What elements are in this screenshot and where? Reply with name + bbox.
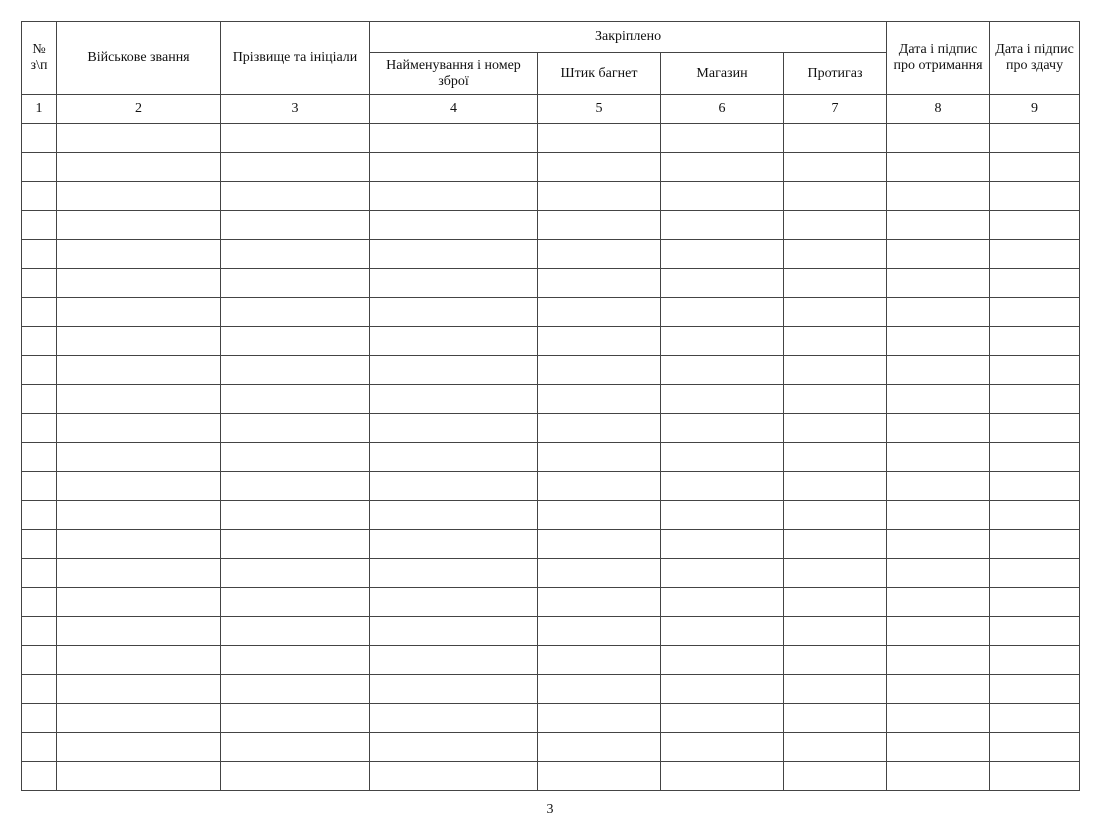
table-cell[interactable] [221, 414, 370, 443]
column-number: 3 [221, 95, 370, 124]
table-cell[interactable] [990, 704, 1080, 733]
table-cell[interactable] [661, 501, 784, 530]
table-row [22, 211, 1080, 240]
table-cell[interactable] [22, 646, 57, 675]
header-row-top [22, 22, 1080, 53]
table-cell[interactable] [221, 240, 370, 269]
header-gasmask: Протигаз [784, 53, 887, 95]
table-cell[interactable] [57, 588, 221, 617]
table-cell[interactable] [661, 124, 784, 153]
table-row [22, 617, 1080, 646]
table-cell[interactable] [784, 124, 887, 153]
column-number: 6 [661, 95, 784, 124]
table-row [22, 385, 1080, 414]
table-cell[interactable] [990, 269, 1080, 298]
table-cell[interactable] [661, 182, 784, 211]
table-cell[interactable] [661, 646, 784, 675]
table-cell[interactable] [22, 733, 57, 762]
table-cell[interactable] [784, 559, 887, 588]
table-cell[interactable] [22, 501, 57, 530]
table-cell[interactable] [990, 675, 1080, 704]
table-cell[interactable] [887, 385, 990, 414]
table-cell[interactable] [370, 530, 538, 559]
table-cell[interactable] [57, 182, 221, 211]
table-row [22, 269, 1080, 298]
table-cell[interactable] [661, 269, 784, 298]
table-cell[interactable] [221, 356, 370, 385]
table-cell[interactable] [538, 733, 661, 762]
table-cell[interactable] [538, 530, 661, 559]
table-cell[interactable] [990, 385, 1080, 414]
table-cell[interactable] [221, 124, 370, 153]
table-cell[interactable] [784, 646, 887, 675]
table-cell[interactable] [538, 153, 661, 182]
table-cell[interactable] [22, 211, 57, 240]
table-cell[interactable] [22, 153, 57, 182]
table-cell[interactable] [661, 472, 784, 501]
table-cell[interactable] [784, 733, 887, 762]
table-cell[interactable] [370, 588, 538, 617]
table-cell[interactable] [221, 327, 370, 356]
table-cell[interactable] [538, 762, 661, 791]
table-cell[interactable] [370, 472, 538, 501]
table-cell[interactable] [784, 530, 887, 559]
table-cell[interactable] [538, 356, 661, 385]
table-cell[interactable] [661, 530, 784, 559]
table-cell[interactable] [887, 675, 990, 704]
table-cell[interactable] [990, 298, 1080, 327]
table-cell[interactable] [661, 298, 784, 327]
column-number: 7 [784, 95, 887, 124]
table-cell[interactable] [538, 385, 661, 414]
table-cell[interactable] [57, 472, 221, 501]
table-cell[interactable] [784, 182, 887, 211]
table-cell[interactable] [990, 762, 1080, 791]
table-cell[interactable] [57, 646, 221, 675]
header-index: № з\п [22, 22, 57, 95]
table-cell[interactable] [784, 501, 887, 530]
table-cell[interactable] [22, 414, 57, 443]
table-cell[interactable] [22, 182, 57, 211]
table-cell[interactable] [370, 675, 538, 704]
table-cell[interactable] [22, 240, 57, 269]
table-cell[interactable] [661, 559, 784, 588]
table-cell[interactable] [538, 646, 661, 675]
header-magazine: Магазин [661, 53, 784, 95]
table-cell[interactable] [57, 153, 221, 182]
table-cell[interactable] [57, 704, 221, 733]
table-cell[interactable] [221, 733, 370, 762]
table-cell[interactable] [370, 762, 538, 791]
table-cell[interactable] [887, 269, 990, 298]
table-cell[interactable] [57, 240, 221, 269]
table-cell[interactable] [784, 472, 887, 501]
table-cell[interactable] [370, 182, 538, 211]
table-cell[interactable] [661, 211, 784, 240]
table-cell[interactable] [221, 675, 370, 704]
table-cell[interactable] [887, 704, 990, 733]
table-cell[interactable] [57, 269, 221, 298]
table-cell[interactable] [57, 617, 221, 646]
table-cell[interactable] [990, 588, 1080, 617]
table-cell[interactable] [887, 762, 990, 791]
table-cell[interactable] [370, 124, 538, 153]
table-cell[interactable] [784, 327, 887, 356]
table-cell[interactable] [538, 240, 661, 269]
table-cell[interactable] [22, 762, 57, 791]
table-row [22, 327, 1080, 356]
table-cell[interactable] [661, 617, 784, 646]
table-cell[interactable] [990, 559, 1080, 588]
column-number: 1 [22, 95, 57, 124]
table-cell[interactable] [22, 356, 57, 385]
table-row [22, 704, 1080, 733]
table-cell[interactable] [370, 733, 538, 762]
table-cell[interactable] [57, 733, 221, 762]
table-cell[interactable] [538, 182, 661, 211]
table-cell[interactable] [887, 501, 990, 530]
table-cell[interactable] [661, 675, 784, 704]
table-cell[interactable] [784, 356, 887, 385]
table-cell[interactable] [57, 443, 221, 472]
table-cell[interactable] [57, 762, 221, 791]
column-number: 5 [538, 95, 661, 124]
table-cell[interactable] [538, 559, 661, 588]
column-number: 2 [57, 95, 221, 124]
table-cell[interactable] [784, 617, 887, 646]
table-cell[interactable] [22, 443, 57, 472]
table-cell[interactable] [990, 356, 1080, 385]
table-cell[interactable] [22, 298, 57, 327]
table-cell[interactable] [22, 327, 57, 356]
table-cell[interactable] [661, 414, 784, 443]
table-row [22, 588, 1080, 617]
table-cell[interactable] [370, 298, 538, 327]
table-cell[interactable] [661, 327, 784, 356]
table-row [22, 530, 1080, 559]
table-cell[interactable] [661, 762, 784, 791]
table-cell[interactable] [538, 588, 661, 617]
table-cell[interactable] [784, 675, 887, 704]
table-cell[interactable] [22, 124, 57, 153]
table-cell[interactable] [661, 240, 784, 269]
table-row [22, 124, 1080, 153]
header-rank: Військове звання [57, 22, 221, 95]
table-cell[interactable] [990, 443, 1080, 472]
header-assigned: Закріплено [370, 22, 887, 53]
table-cell[interactable] [784, 443, 887, 472]
table-cell[interactable] [784, 414, 887, 443]
table-cell[interactable] [784, 385, 887, 414]
table-cell[interactable] [221, 588, 370, 617]
table-cell[interactable] [370, 646, 538, 675]
table-cell[interactable] [538, 617, 661, 646]
table-cell[interactable] [221, 472, 370, 501]
table-cell[interactable] [370, 327, 538, 356]
table-cell[interactable] [661, 356, 784, 385]
table-cell[interactable] [370, 269, 538, 298]
table-cell[interactable] [990, 646, 1080, 675]
table-cell[interactable] [784, 211, 887, 240]
table-cell[interactable] [370, 211, 538, 240]
table-cell[interactable] [22, 617, 57, 646]
column-number-row [22, 95, 1080, 124]
table-cell[interactable] [538, 298, 661, 327]
table-cell[interactable] [57, 385, 221, 414]
table-row [22, 240, 1080, 269]
table-cell[interactable] [221, 559, 370, 588]
table-cell[interactable] [221, 646, 370, 675]
table-row [22, 182, 1080, 211]
table-cell[interactable] [221, 617, 370, 646]
table-row [22, 733, 1080, 762]
table-cell[interactable] [887, 153, 990, 182]
table-cell[interactable] [22, 559, 57, 588]
table-cell[interactable] [57, 124, 221, 153]
table-cell[interactable] [990, 327, 1080, 356]
table-cell[interactable] [221, 530, 370, 559]
table-row [22, 298, 1080, 327]
table-cell[interactable] [990, 211, 1080, 240]
table-cell[interactable] [538, 211, 661, 240]
table-cell[interactable] [57, 414, 221, 443]
table-row [22, 675, 1080, 704]
table-cell[interactable] [221, 385, 370, 414]
table-row [22, 472, 1080, 501]
table-cell[interactable] [57, 356, 221, 385]
table-cell[interactable] [887, 356, 990, 385]
column-number: 4 [370, 95, 538, 124]
header-received: Дата і підпис про отримання [887, 22, 990, 95]
header-name: Прізвище та ініціали [221, 22, 370, 95]
table-row [22, 762, 1080, 791]
table-cell[interactable] [990, 472, 1080, 501]
table-cell[interactable] [57, 298, 221, 327]
table-cell[interactable] [538, 472, 661, 501]
table-cell[interactable] [57, 501, 221, 530]
column-number: 9 [990, 95, 1080, 124]
table-row [22, 443, 1080, 472]
table-row [22, 559, 1080, 588]
table-cell[interactable] [221, 704, 370, 733]
table-cell[interactable] [887, 617, 990, 646]
table-cell[interactable] [221, 443, 370, 472]
table-cell[interactable] [784, 269, 887, 298]
table-cell[interactable] [22, 530, 57, 559]
table-cell[interactable] [370, 704, 538, 733]
weapon-assignment-table [21, 21, 1080, 791]
column-number: 8 [887, 95, 990, 124]
table-cell[interactable] [221, 762, 370, 791]
table-cell[interactable] [57, 327, 221, 356]
table-cell[interactable] [661, 588, 784, 617]
table-cell[interactable] [22, 472, 57, 501]
table-cell[interactable] [370, 240, 538, 269]
table-cell[interactable] [887, 559, 990, 588]
table-cell[interactable] [370, 356, 538, 385]
table-cell[interactable] [57, 559, 221, 588]
table-cell[interactable] [221, 269, 370, 298]
table-cell[interactable] [661, 443, 784, 472]
table-cell[interactable] [784, 588, 887, 617]
table-cell[interactable] [538, 414, 661, 443]
table-cell[interactable] [370, 501, 538, 530]
table-cell[interactable] [990, 501, 1080, 530]
table-cell[interactable] [22, 385, 57, 414]
table-cell[interactable] [990, 530, 1080, 559]
table-cell[interactable] [887, 211, 990, 240]
table-cell[interactable] [221, 153, 370, 182]
table-cell[interactable] [990, 240, 1080, 269]
table-cell[interactable] [784, 704, 887, 733]
table-cell[interactable] [990, 153, 1080, 182]
table-cell[interactable] [661, 153, 784, 182]
header-returned: Дата і підпис про здачу [990, 22, 1080, 95]
header-bayonet: Штик багнет [538, 53, 661, 95]
table-cell[interactable] [538, 124, 661, 153]
table-cell[interactable] [22, 588, 57, 617]
table-cell[interactable] [661, 733, 784, 762]
table-cell[interactable] [887, 327, 990, 356]
table-cell[interactable] [538, 675, 661, 704]
table-row [22, 501, 1080, 530]
table-cell[interactable] [887, 733, 990, 762]
table-cell[interactable] [887, 182, 990, 211]
page-number: 3 [546, 802, 554, 817]
table-cell[interactable] [990, 182, 1080, 211]
table-cell[interactable] [538, 704, 661, 733]
table-cell[interactable] [661, 704, 784, 733]
table-cell[interactable] [370, 617, 538, 646]
table-cell[interactable] [221, 501, 370, 530]
table-cell[interactable] [887, 472, 990, 501]
table-cell[interactable] [784, 240, 887, 269]
table-cell[interactable] [221, 182, 370, 211]
table-cell[interactable] [22, 675, 57, 704]
table-cell[interactable] [370, 443, 538, 472]
table-cell[interactable] [990, 124, 1080, 153]
table-cell[interactable] [221, 211, 370, 240]
table-row [22, 414, 1080, 443]
table-row [22, 153, 1080, 182]
table-row [22, 356, 1080, 385]
table-cell[interactable] [57, 675, 221, 704]
table-cell[interactable] [370, 414, 538, 443]
table-cell[interactable] [990, 733, 1080, 762]
table-cell[interactable] [887, 588, 990, 617]
table-row [22, 646, 1080, 675]
table-cell[interactable] [57, 530, 221, 559]
table-cell[interactable] [784, 762, 887, 791]
table-cell[interactable] [370, 153, 538, 182]
table-cell[interactable] [990, 414, 1080, 443]
table-cell[interactable] [538, 269, 661, 298]
table-cell[interactable] [370, 385, 538, 414]
table-cell[interactable] [887, 646, 990, 675]
table-cell[interactable] [784, 153, 887, 182]
table-cell[interactable] [661, 385, 784, 414]
table-cell[interactable] [887, 298, 990, 327]
table-cell[interactable] [887, 443, 990, 472]
table-cell[interactable] [221, 298, 370, 327]
table-cell[interactable] [538, 443, 661, 472]
table-cell[interactable] [538, 327, 661, 356]
table-cell[interactable] [887, 530, 990, 559]
table-cell[interactable] [887, 414, 990, 443]
table-cell[interactable] [538, 501, 661, 530]
table-cell[interactable] [57, 211, 221, 240]
table-cell[interactable] [784, 298, 887, 327]
table-cell[interactable] [22, 269, 57, 298]
table-cell[interactable] [887, 124, 990, 153]
table-cell[interactable] [887, 240, 990, 269]
table-cell[interactable] [990, 617, 1080, 646]
table-cell[interactable] [22, 704, 57, 733]
table-cell[interactable] [370, 559, 538, 588]
header-weapon: Найменування і номер зброї [370, 53, 538, 95]
